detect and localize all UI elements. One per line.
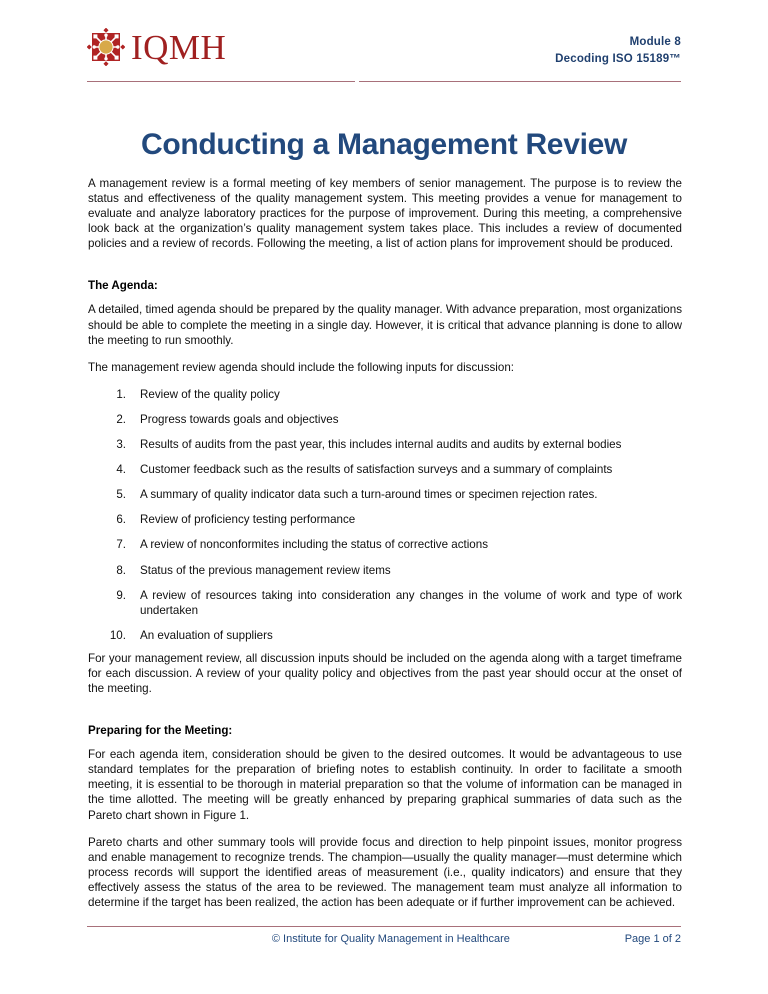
preparing-heading: Preparing for the Meeting: (88, 724, 233, 738)
list-item: A review of nonconformites including the status of corrective actions (140, 538, 488, 552)
preparing-paragraph-1: For each agenda item, consideration should be given to the desired outcomes. It would be advantageous to use standard templates for the preparation of briefing notes to establish continuity. In order to facilitate a smooth meeting, it is essential to be thorough in material preparation so that the volume of information can be managed in the time allotted. The meeting will be greatly enhanced by preparing graphical summaries of data such as the Pareto chart shown in Figure 1. (88, 748, 682, 822)
footer-divider (87, 926, 681, 927)
list-item: Customer feedback such as the results of satisfaction surveys and a summary of complaints (140, 463, 613, 477)
list-item: A summary of quality indicator data such a turn-around times or specimen rejection rates. (140, 488, 598, 502)
list-item: Review of the quality policy (140, 387, 280, 401)
document-body (88, 176, 682, 922)
page-title: Conducting a Management Review (140, 128, 628, 162)
header-divider (87, 81, 681, 82)
agenda-input-list (88, 387, 682, 643)
header-series-label: Decoding ISO 15189™ (555, 52, 681, 65)
list-item: A review of resources taking into consideration any changes in the volume of work and type of work undertaken (140, 588, 682, 617)
footer-page-number: Page 1 of 2 (624, 933, 681, 945)
list-item: Review of proficiency testing performance (140, 513, 356, 527)
page-header (87, 22, 681, 67)
list-item: An evaluation of suppliers (140, 628, 273, 642)
intro-paragraph: A management review is a formal meeting of key members of senior management. The purpose is to review the status and effectiveness of the quality management system. This meeting provides a venue for management to evaluate and analyze laboratory practices for the purpose of improvement. During this meeting, a comprehensive look back at the organization’s quality management system takes place. This includes a review of documented policies and a review of records. Following the meeting, a list of action plans for improvement should be produced. (88, 177, 682, 251)
footer-copyright: © Institute for Quality Management in Healthcare (271, 933, 510, 945)
list-item: Progress towards goals and objectives (140, 412, 339, 426)
brand-wordmark: IQMH (131, 27, 227, 67)
section-spacer (88, 708, 682, 724)
section-spacer (88, 263, 682, 279)
preparing-paragraph-2: Pareto charts and other summary tools will provide focus and direction to help pinpoint issues, monitor progress and enable management to recognize trends. The champion—usually the quality manager—must determine which process records will support the identified areas of measurement (i.e., quality indicators) and ensure that they effectively assess the status of the area to be reviewed. The management team must analyze all information to determine if the target has been realized, the action has been adequate or if further improvement can be achieved. (88, 835, 682, 909)
brand-lockup (87, 22, 226, 66)
agenda-heading: The Agenda: (88, 279, 158, 293)
header-module-info (555, 22, 681, 67)
list-item: Results of audits from the past year, this includes internal audits and audits by external bodies (140, 438, 622, 452)
iqmh-mandala-icon (87, 28, 125, 66)
agenda-paragraph-1: A detailed, timed agenda should be prepared by the quality manager. With advance preparation, most organizations should be able to complete the meeting in a single day. However, it is critical that advance planning is done to allow the meeting to run smoothly. (88, 303, 682, 347)
header-divider-gap (355, 80, 359, 83)
agenda-paragraph-2: The management review agenda should include the following inputs for discussion: (88, 360, 515, 374)
page-footer (87, 933, 681, 945)
list-item: Status of the previous management review items (140, 563, 391, 577)
header-module-label: Module 8 (629, 36, 681, 48)
agenda-paragraph-3: For your management review, all discussion inputs should be included on the agenda along with a target timeframe for each discussion. A review of your quality policy and objectives from the past year should occur at the onset of the meeting. (88, 651, 682, 696)
